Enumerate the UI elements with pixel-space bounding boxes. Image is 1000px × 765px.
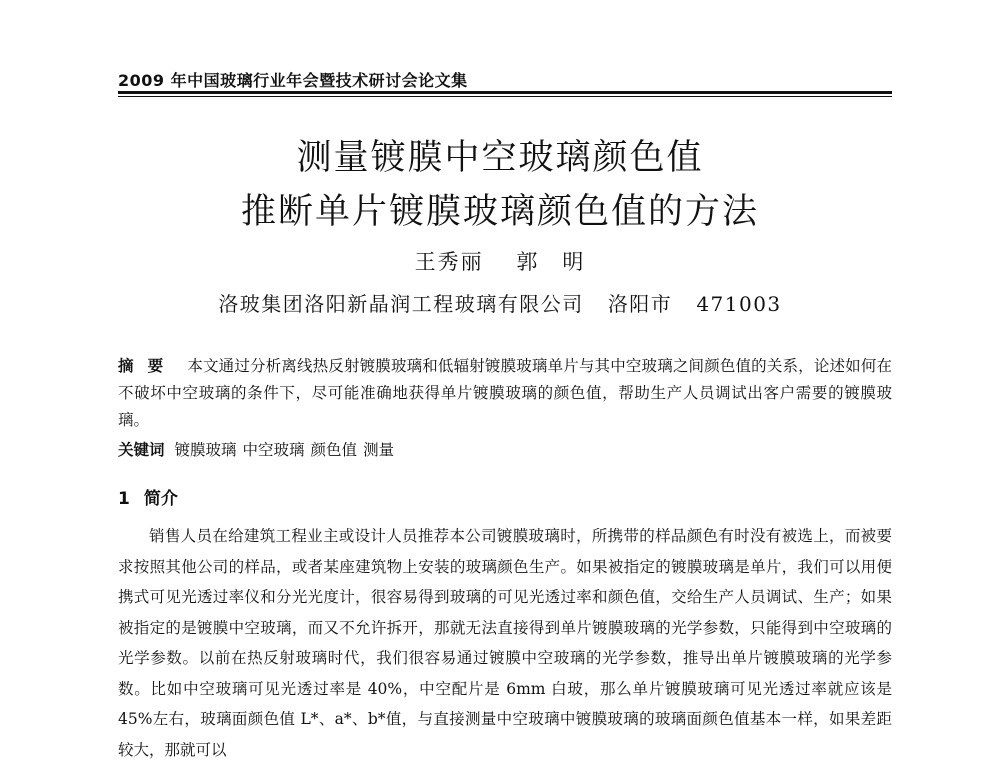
affiliation: 洛玻集团洛阳新晶润工程玻璃有限公司 (218, 292, 584, 316)
keyword: 中空玻璃 (242, 441, 305, 459)
author-2: 郭 明 (516, 250, 586, 274)
keyword: 镀膜玻璃 (174, 441, 237, 459)
section-number: 1 (118, 489, 130, 509)
paper-title-line2: 推断单片镀膜玻璃颜色值的方法 (240, 192, 759, 232)
header-rule-thin (118, 96, 892, 97)
keywords-label: 关键词 (118, 441, 165, 459)
section-title: 简介 (143, 489, 178, 509)
running-header: 2009 年中国玻璃行业年会暨技术研讨会论文集 (118, 71, 468, 90)
authors (0, 246, 1000, 276)
keyword: 颜色值 (310, 441, 358, 459)
keywords (118, 437, 892, 464)
body-paragraph: 销售人员在给建筑工程业主或设计人员推荐本公司镀膜玻璃时，所携带的样品颜色有时没有被选上，而被要求按照其他公司的样品，或者某座建筑物上安装的玻璃颜色生产。如果被指定的镀膜玻璃是单片，我们可以用便携式可见光透过率仪和分光光度计，很容易得到玻璃的可见光透过率和颜色值，交给生产人员调试、生产；如果被指定的是镀膜中空玻璃，而又不允许拆开，那就无法直接得到单片镀膜玻璃的光学参数，只能得到中空玻璃的光学参数。以前在热反射玻璃时代，我们很容易通过镀膜中空玻璃的光学参数，推导出单片镀膜玻璃的光学参数。比如中空玻璃可见光透过率是 40%，中空配片是 6mm 白玻，那么单片镀膜玻璃可见光透过率就应该是 45%左右，玻璃面颜色值 L*、a*、b*值，与直接测量中空玻璃中镀膜玻璃的玻璃面颜色值基本一样，如果差距较大，那就可以 (118, 527, 892, 759)
abstract-label: 摘要 (118, 357, 178, 375)
city: 洛阳市 (607, 292, 673, 316)
section-heading (118, 484, 178, 509)
postcode: 471003 (696, 292, 782, 316)
abstract (118, 353, 892, 434)
header-rule-thick (118, 91, 892, 94)
keyword: 测量 (363, 441, 395, 459)
paper-title-line1: 测量镀膜中空玻璃颜色值 (296, 138, 704, 178)
affiliation-line (0, 288, 1000, 317)
abstract-text: 本文通过分析离线热反射镀膜玻璃和低辐射镀膜玻璃单片与其中空玻璃之间颜色值的关系，论述如何在不破坏中空玻璃的条件下，尽可能准确地获得单片镀膜玻璃的颜色值，帮助生产人员调试出客户需要的镀膜玻璃。 (118, 357, 892, 429)
author-1: 王秀丽 (414, 250, 484, 274)
